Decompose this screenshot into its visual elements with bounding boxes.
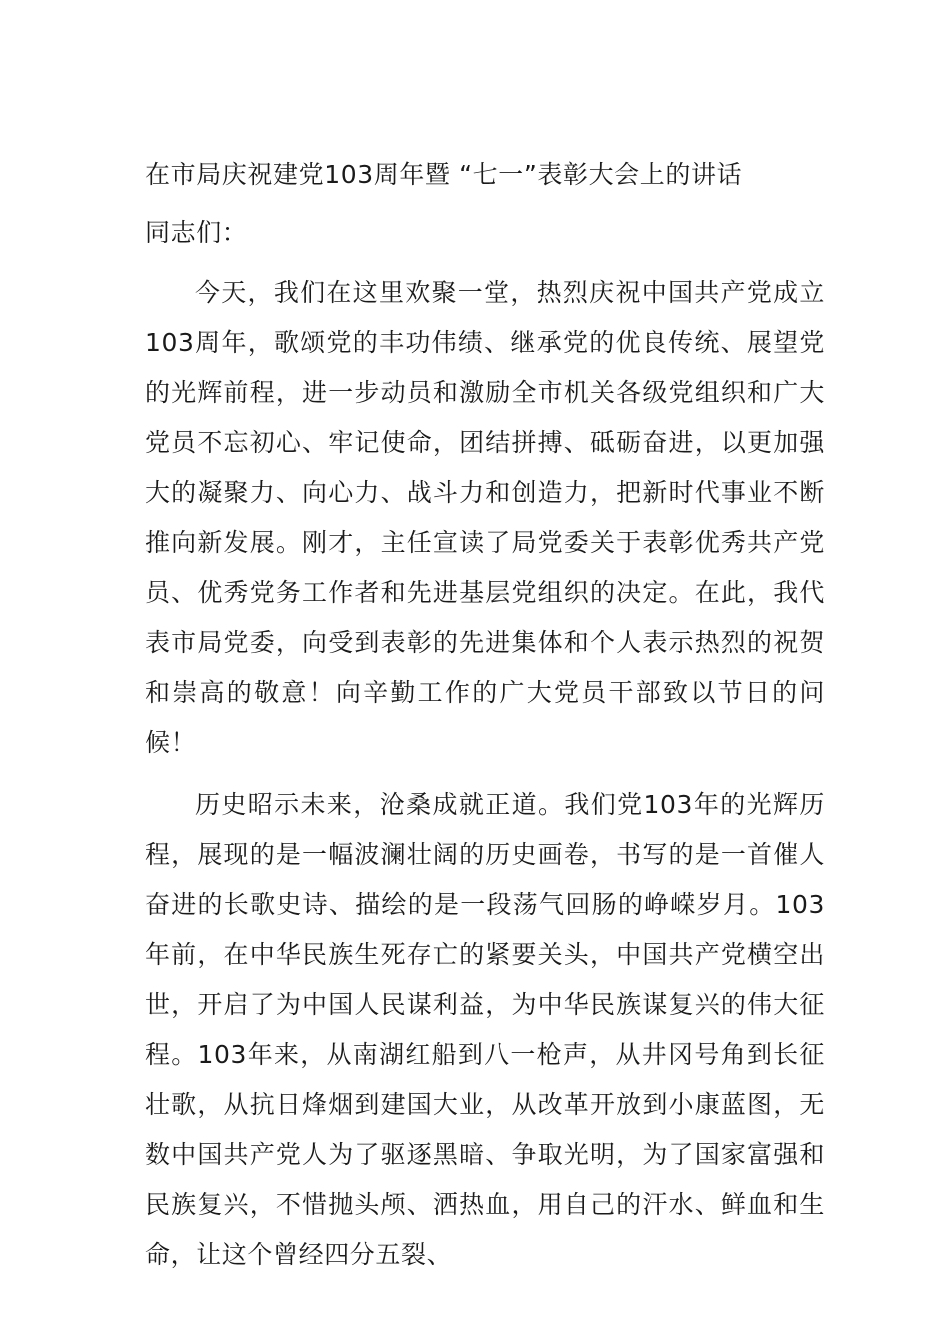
salutation: 同志们： xyxy=(145,218,248,247)
paragraph-1: 今天，我们在这里欢聚一堂，热烈庆祝中国共产党成立103周年，歌颂党的丰功伟绩、继承党的优良传统、展望党的光辉前程，进一步动员和激励全市机关各级党组织和广大党员不忘初心、牢记使命，团结拼搏、砥砺奋进，以更加强大的凝聚力、向心力、战斗力和创造力，把新时代事业不断推向新发展。刚才，主任宣读了局党委关于表彰优秀共产党员、优秀党务工作者和先进基层党组织的决定。在此，我代表市局党委，向受到表彰的先进集体和个人表示热烈的祝贺和崇高的敬意！向辛勤工作的广大党员干部致以节日的问候！ xyxy=(145,278,825,757)
document-body xyxy=(145,154,825,1280)
document-title: 在市局庆祝建党103周年暨 “七一”表彰大会上的讲话 xyxy=(145,160,743,189)
paragraph-2: 历史昭示未来，沧桑成就正道。我们党103年的光辉历程，展现的是一幅波澜壮阔的历史画卷，书写的是一首催人奋进的长歌史诗、描绘的是一段荡气回肠的峥嵘岁月。103年前，在中华民族生死存亡的紧要关头，中国共产党横空出世，开启了为中国人民谋利益，为中华民族谋复兴的伟大征程。103年来，从南湖红船到八一枪声，从井冈号角到长征壮歌，从抗日烽烟到建国大业，从改革开放到小康蓝图，无数中国共产党人为了驱逐黑暗、争取光明，为了国家富强和民族复兴，不惜抛头颅、洒热血，用自己的汗水、鲜血和生命，让这个曾经四分五裂、 xyxy=(145,790,825,1269)
